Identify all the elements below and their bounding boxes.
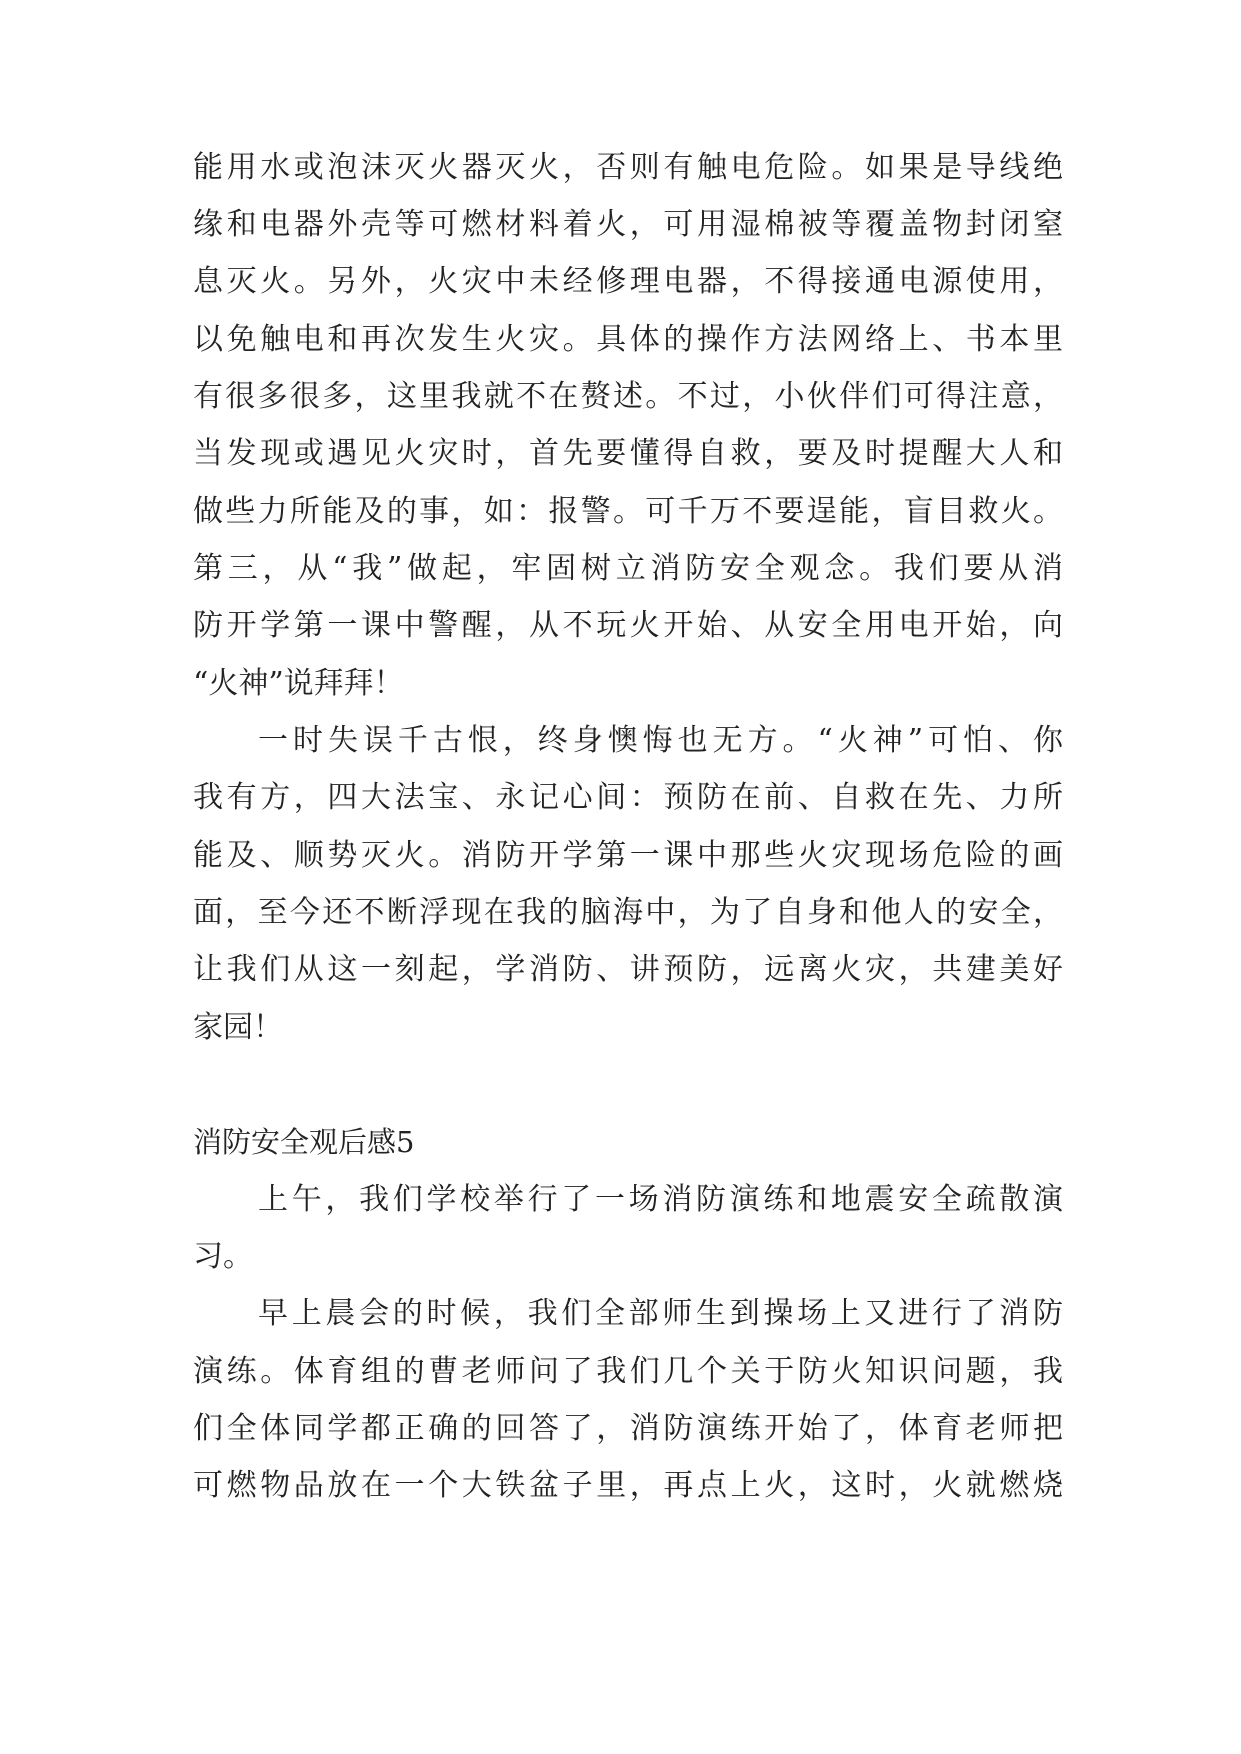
paragraph-line: 我有方，四大法宝、永记心间：预防在前、自救在先、力所 <box>193 780 1063 815</box>
section-title: 消防安全观后感5 <box>193 1125 415 1159</box>
paragraph-line: 早上晨会的时候，我们全部师生到操场上又进行了消防 <box>258 1296 1063 1331</box>
paragraph-line: 习。 <box>193 1239 253 1274</box>
paragraph-line: 能用水或泡沫灭火器灭火，否则有触电危险。如果是导线绝 <box>193 150 1063 185</box>
paragraph-line: 防开学第一课中警醒，从不玩火开始、从安全用电开始，向 <box>193 608 1063 643</box>
paragraph-line: 们全体同学都正确的回答了，消防演练开始了，体育老师把 <box>193 1411 1063 1446</box>
paragraph-line: 息灭火。另外，火灾中未经修理电器，不得接通电源使用， <box>193 264 1063 299</box>
paragraph-line: 上午，我们学校举行了一场消防演练和地震安全疏散演 <box>258 1182 1063 1217</box>
paragraph-line: 第三，从“我”做起，牢固树立消防安全观念。我们要从消 <box>193 551 1063 586</box>
paragraph-line: “火神”说拜拜！ <box>193 666 404 701</box>
paragraph-line: 以免触电和再次发生火灾。具体的操作方法网络上、书本里 <box>193 322 1063 357</box>
paragraph-line: 让我们从这一刻起，学消防、讲预防，远离火灾，共建美好 <box>193 952 1063 987</box>
paragraph-line: 一时失误千古恨，终身懊悔也无方。“火神”可怕、你 <box>258 723 1063 758</box>
paragraph-line: 能及、顺势灭火。消防开学第一课中那些火灾现场危险的画 <box>193 838 1063 873</box>
paragraph-line: 可燃物品放在一个大铁盆子里，再点上火，这时，火就燃烧 <box>193 1468 1063 1503</box>
paragraph-line: 演练。体育组的曹老师问了我们几个关于防火知识问题，我 <box>193 1354 1063 1389</box>
paragraph-line: 有很多很多，这里我就不在赘述。不过，小伙伴们可得注意， <box>193 379 1063 414</box>
paragraph-line: 家园！ <box>193 1010 283 1045</box>
paragraph-line: 缘和电器外壳等可燃材料着火，可用湿棉被等覆盖物封闭窒 <box>193 207 1063 242</box>
paragraph-line: 做些力所能及的事，如：报警。可千万不要逞能，盲目救火。 <box>193 494 1063 529</box>
paragraph-line: 当发现或遇见火灾时，首先要懂得自救，要及时提醒大人和 <box>193 436 1063 471</box>
paragraph-line: 面，至今还不断浮现在我的脑海中，为了自身和他人的安全， <box>193 895 1063 930</box>
